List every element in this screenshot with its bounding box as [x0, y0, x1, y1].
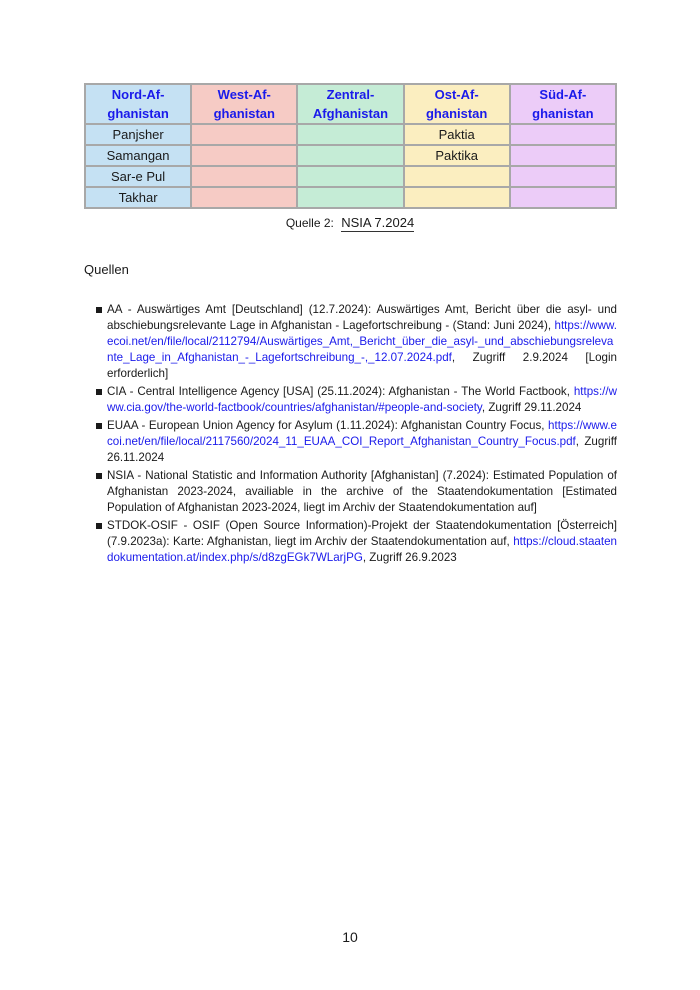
- header-nord: Nord-Af- ghanistan: [85, 84, 191, 124]
- table-cell: Sar-e Pul: [85, 166, 191, 187]
- table-caption: [0, 215, 700, 230]
- source-link[interactable]: https://www.ecoi.net/en/file/local/2117560/2024_11_EUAA_COI_Report_Afghanistan_Country_Focus.pdf: [107, 419, 617, 448]
- sources-heading: Quellen: [84, 262, 129, 277]
- region-table: [84, 83, 617, 209]
- page-number: 10: [342, 929, 358, 945]
- source-item: NSIA - National Statistic and Information Authority [Afghanistan] (7.2024): Estimated Population of Afghanistan 2023-2024, availiable in the archive of the Staatendokumentation [Estimated Population of Afghanistan 2023-2024, liegt im Archiv der Staatendokumentation auf]: [96, 468, 617, 516]
- table-cell: [297, 187, 403, 208]
- square-bullet-icon: [96, 389, 102, 395]
- square-bullet-icon: [96, 473, 102, 479]
- table-cell: [297, 124, 403, 145]
- table-cell: Samangan: [85, 145, 191, 166]
- table-cell: [510, 145, 616, 166]
- source-item: AA - Auswärtiges Amt [Deutschland] (12.7.2024): Auswärtiges Amt, Bericht über die asyl- und abschiebungsrelevante Lage in Afghanistan - Lagefortschreibung - (Stand: Juni 2024), https://www.ecoi.net/en/file/local/2112794/Auswärtiges_Amt,_Bericht_über_die_asyl-_und_abschiebungsrelevante_Lage_in_Afghanistan_-_Lagefortschreibung_-,_12.07.2024.pdf, Zugriff 2.9.2024 [Login erforderlich]: [96, 302, 617, 382]
- table-cell: [297, 145, 403, 166]
- header-west: West-Af- ghanistan: [191, 84, 297, 124]
- source-item: EUAA - European Union Agency for Asylum (1.11.2024): Afghanistan Country Focus, https://www.ecoi.net/en/file/local/2117560/2024_11_EUAA_COI_Report_Afghanistan_Country_Focus.pdf, Zugriff 26.11.2024: [96, 418, 617, 466]
- source-link[interactable]: https://www.cia.gov/the-world-factbook/countries/afghanistan/#people-and-society: [107, 385, 617, 414]
- table-cell: [191, 187, 297, 208]
- header-sued: Süd-Af- ghanistan: [510, 84, 616, 124]
- table-cell: [191, 124, 297, 145]
- table-cell: Paktia: [404, 124, 510, 145]
- source-item: CIA - Central Intelligence Agency [USA] (25.11.2024): Afghanistan - The World Factbook, https://www.cia.gov/the-world-factbook/countries/afghanistan/#people-and-society, Zugriff 29.11.2024: [96, 384, 617, 416]
- table-row: [85, 187, 616, 208]
- table-row: [85, 166, 616, 187]
- table-cell: [404, 166, 510, 187]
- table-cell: [510, 187, 616, 208]
- source-link[interactable]: https://www.ecoi.net/en/file/local/2112794/Auswärtiges_Amt,_Bericht_über_die_asyl-_und_abschiebungsrelevante_Lage_in_Afghanistan_-_Lagefortschreibung_-,_12.07.2024.pdf: [107, 319, 617, 364]
- table-header-row: [85, 84, 616, 124]
- table-cell: [297, 166, 403, 187]
- table-row: [85, 124, 616, 145]
- table-row: [85, 145, 616, 166]
- caption-source-link[interactable]: NSIA 7.2024: [341, 215, 415, 230]
- source-item: STDOK-OSIF - OSIF (Open Source Information)-Projekt der Staatendokumentation [Österreich] (7.9.2023a): Karte: Afghanistan, liegt im Archiv der Staatendokumentation auf, https://cloud.staatendokumentation.at/index.php/s/d8zgEGk7WLarjPG, Zugriff 26.9.2023: [96, 518, 617, 566]
- square-bullet-icon: [96, 307, 102, 313]
- table-cell: [191, 145, 297, 166]
- table-cell: Panjsher: [85, 124, 191, 145]
- square-bullet-icon: [96, 423, 102, 429]
- table-cell: [510, 124, 616, 145]
- table-cell: [510, 166, 616, 187]
- table-cell: [404, 187, 510, 208]
- caption-prefix: Quelle 2:: [285, 216, 334, 230]
- sources-list: [96, 302, 617, 568]
- source-link[interactable]: https://cloud.staatendokumentation.at/index.php/s/d8zgEGk7WLarjPG: [107, 535, 617, 564]
- table-cell: [191, 166, 297, 187]
- square-bullet-icon: [96, 523, 102, 529]
- table-cell: Paktika: [404, 145, 510, 166]
- header-ost: Ost-Af- ghanistan: [404, 84, 510, 124]
- header-zentral: Zentral- Afghanistan: [297, 84, 403, 124]
- table-cell: Takhar: [85, 187, 191, 208]
